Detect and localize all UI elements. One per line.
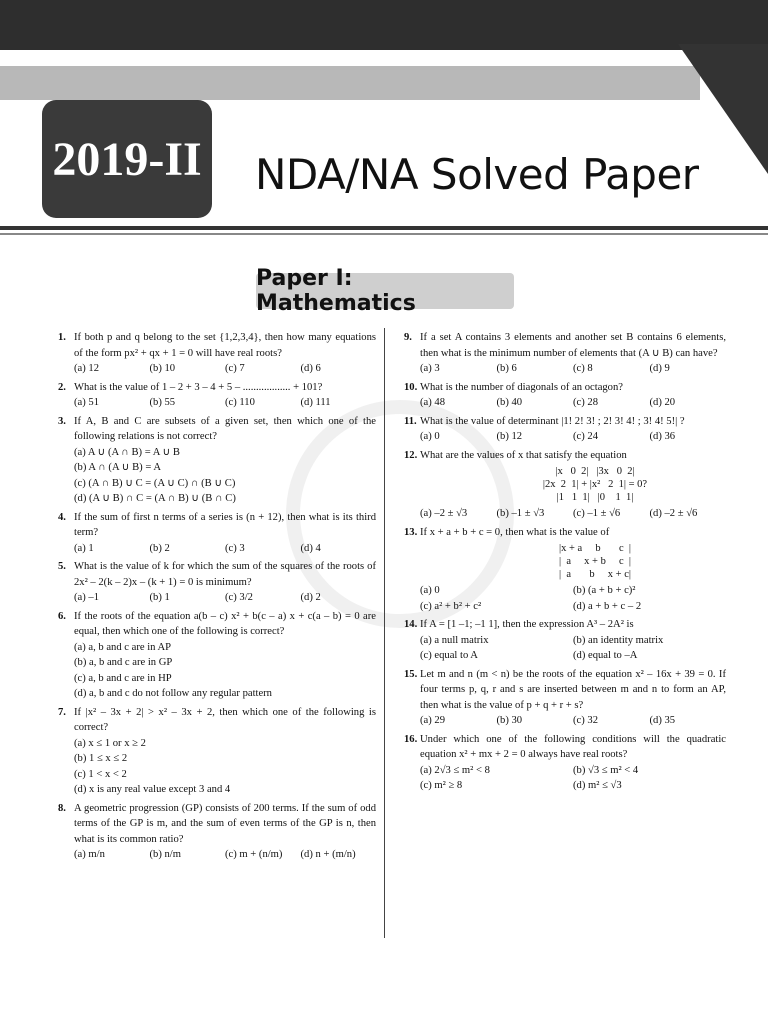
options-list [404,633,726,664]
option-item: (a) 12 [74,363,99,374]
question-text: Under which one of the following conditions will the quadratic equation x² + mx + 2 = 0 always have real roots? [420,733,726,760]
option-item: (b) 12 [496,431,523,442]
option-item: (c) 7 [225,363,245,374]
option-item: (b) 1 [149,592,170,603]
left-column [58,330,376,866]
question-text: If the sum of first n terms of a series is (n + 12), then what is its third term? [74,511,376,538]
option-item: (d) 4 [300,542,321,554]
option-item: (b) a, b and c are in GP [74,657,173,668]
option-item: (a) 0 [420,431,440,442]
question-item [404,414,726,445]
option-item: (c) m² ≥ 8 [420,780,463,791]
question-text: What are the values of x that satisfy the equation [420,449,627,461]
option-item: (b) 6 [496,363,517,374]
option-item: (a) A ∪ (A ∩ B) = A ∪ B [74,446,180,458]
options-list [404,361,726,377]
option-item: (b) 40 [496,397,523,408]
question-item [404,448,726,522]
option-item: (c) 8 [573,363,593,374]
page-title: NDA/NA Solved Paper [255,150,699,199]
header-band-grey [0,66,700,100]
option-item: (b) an identity matrix [573,634,664,646]
question-text: If |x² – 3x + 2| > x² – 3x + 2, then which one of the following is correct? [74,706,376,733]
question-text: If the roots of the equation a(b – c) x² + b(c – a) x + c(a – b) = 0 are equal, then which one of the following is correct? [74,610,376,637]
option-item: (d) 20 [649,397,676,408]
question-number: 6. [58,610,66,622]
column-divider [384,328,385,938]
year-badge: 2019-II [42,100,212,218]
option-item: (b) 1 ≤ x ≤ 2 [74,753,128,764]
options-list [58,736,376,798]
question-item [58,510,376,557]
question-number: 4. [58,511,66,523]
paper-badge: Paper I: Mathematics [256,273,514,309]
options-list [58,541,376,557]
question-number: 9. [404,332,412,343]
option-item: (a) –1 [74,592,99,603]
option-item: (c) 3/2 [225,592,253,603]
option-item: (a) 1 [74,542,94,554]
header-rule [0,226,768,230]
option-item: (a) 0 [420,585,440,596]
option-item: (b) A ∩ (A ∪ B) = A [74,462,162,473]
question-item [404,732,726,794]
option-item: (d) 9 [649,363,670,374]
option-item: (c) 32 [573,715,598,726]
option-item: (d) 36 [649,431,676,442]
option-item: (a) 48 [420,397,445,408]
options-list [58,590,376,606]
option-item: (b) n/m [149,849,181,860]
option-item: (d) 35 [649,715,676,726]
option-item: (c) equal to A [420,650,478,661]
option-item: (d) 2 [300,592,321,603]
option-item: (d) –2 ± √6 [649,508,698,519]
question-text: If x + a + b + c = 0, then what is the value of [420,526,610,538]
option-item: (d) a, b and c do not follow any regular pattern [74,688,272,699]
options-list [58,361,376,377]
question-item [404,525,726,615]
question-item [58,380,376,411]
options-list [404,713,726,729]
option-item: (d) 111 [300,397,331,408]
options-list [404,583,726,614]
option-item: (b) √3 ≤ m² < 4 [573,764,639,776]
options-list [58,395,376,411]
option-item: (a) 51 [74,397,99,408]
question-item [58,330,376,377]
options-list [404,506,726,522]
option-item: (d) n + (m/n) [300,849,356,860]
question-number: 3. [58,415,66,427]
options-list [58,445,376,507]
option-item: (c) 110 [225,397,255,408]
question-text: A geometric progression (GP) consists of 200 terms. If the sum of odd terms of the GP is m, and the sum of even terms of the GP is n, then what is its common ratio? [74,802,376,845]
option-item: (a) –2 ± √3 [420,508,468,519]
option-item: (a) m/n [74,849,105,860]
question-number: 7. [58,706,66,718]
options-list [404,763,726,794]
option-item: (b) 10 [149,363,176,374]
option-item: (c) (A ∩ B) ∪ C = (A ∪ C) ∩ (B ∪ C) [74,477,236,489]
question-item [58,801,376,863]
option-item: (c) 28 [573,397,598,408]
question-number: 14. [404,619,418,630]
header-band-dark [0,0,768,50]
question-number: 8. [58,802,66,814]
option-item: (a) 29 [420,715,445,726]
option-item: (c) 3 [225,542,245,554]
question-number: 13. [404,526,418,538]
matrix-expression: |x 0 2| |3x 0 2| |2x 2 1| + |x² 2 1| = 0? |1 1 1| |0 1 1| [542,466,648,503]
option-item: (b) 30 [496,715,523,726]
option-item: (d) a + b + c – 2 [573,600,642,612]
option-item: (a) a, b and c are in AP [74,641,172,653]
question-number: 2. [58,381,66,393]
right-column [404,330,726,797]
options-list [58,847,376,863]
option-item: (a) 2√3 ≤ m² < 8 [420,764,490,776]
question-number: 15. [404,668,418,680]
option-item: (c) a² + b² + c² [420,600,482,612]
option-item: (b) 2 [149,542,170,554]
question-item [404,617,726,664]
option-item: (c) –1 ± √6 [573,508,621,519]
question-number: 16. [404,733,418,745]
question-text: If A, B and C are subsets of a given set, then which one of the following relations is not correct? [74,415,376,442]
question-text: If both p and q belong to the set {1,2,3,4}, then how many equations of the form px² + qx + 1 = 0 will have real roots? [74,332,376,359]
option-item: (c) a, b and c are in HP [74,672,172,684]
option-item: (b) 55 [149,397,176,408]
question-item [404,380,726,411]
option-item: (d) 6 [300,363,321,374]
option-item: (c) m + (n/m) [225,849,283,860]
options-list [404,395,726,411]
option-item: (d) x is any real value except 3 and 4 [74,784,231,795]
question-number: 11. [404,415,417,427]
option-item: (a) x ≤ 1 or x ≥ 2 [74,737,146,749]
option-item: (b) (a + b + c)² [573,585,636,596]
matrix-expression: |x + a b c | | a x + b c | | a b x + c| [559,543,631,580]
question-number: 5. [58,561,66,572]
question-text: What is the value of 1 – 2 + 3 – 4 + 5 – .................. + 101? [74,381,323,393]
question-number: 1. [58,332,66,343]
option-item: (d) m² ≤ √3 [573,780,622,791]
option-item: (d) (A ∪ B) ∩ C = (A ∩ B) ∪ (B ∩ C) [74,493,236,504]
question-item [58,705,376,798]
question-item [58,559,376,606]
question-text: If a set A contains 3 elements and another set B contains 6 elements, then what is the minimum number of elements that (A ∪ B) can have? [420,332,726,359]
question-text: What is the value of determinant |1! 2! 3! ; 2! 3! 4! ; 3! 4! 5!| ? [420,415,685,427]
question-text: What is the value of k for which the sum of the squares of the roots of 2x² – 2(k – 2)x – (k + 1) = 0 is minimum? [74,561,376,588]
question-text: Let m and n (m < n) be the roots of the equation x² – 16x + 39 = 0. If four terms p, q, r and s are inserted between m and n to form an AP, then what is the value of p + q + r + s? [420,668,726,711]
question-number: 12. [404,449,418,461]
question-item [58,414,376,507]
option-item: (c) 24 [573,431,598,442]
option-item: (d) equal to –A [573,650,638,661]
option-item: (c) 1 < x < 2 [74,768,127,780]
option-item: (b) –1 ± √3 [496,508,545,519]
question-item [404,667,726,729]
options-list [58,640,376,702]
question-text: What is the number of diagonals of an octagon? [420,381,623,393]
option-item: (a) a null matrix [420,634,489,646]
option-item: (a) 3 [420,363,440,374]
question-number: 10. [404,381,418,393]
question-item [58,609,376,702]
question-text: If A = [1 –1; –1 1], then the expression A³ – 2A² is [420,619,634,630]
options-list [404,429,726,445]
question-item [404,330,726,377]
header-rule-thin [0,233,768,235]
